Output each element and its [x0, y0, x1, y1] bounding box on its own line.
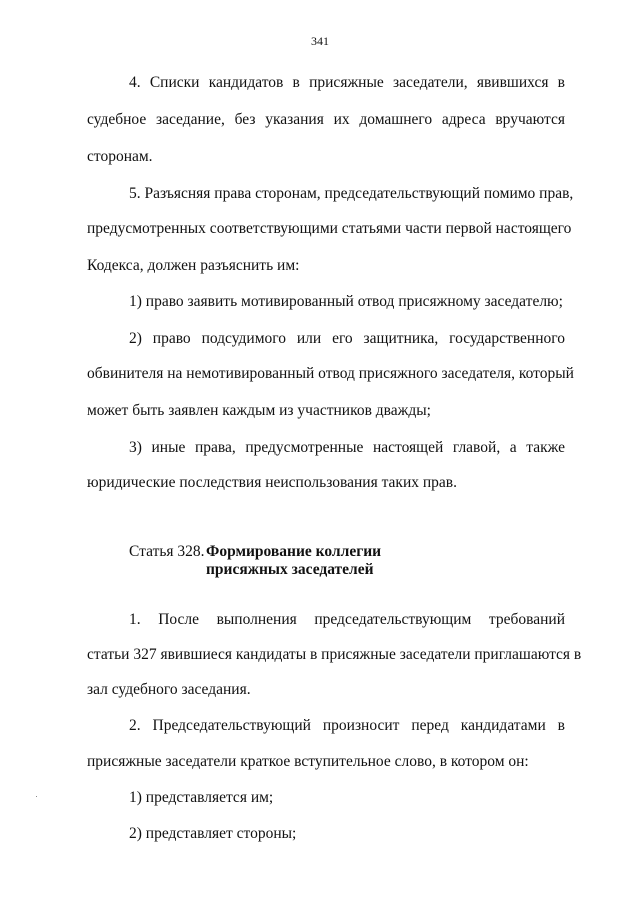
paragraph-5-line-2: предусмотренных соответствующими статьями части первой настоящего [87, 220, 572, 237]
list-item-1: 1) право заявить мотивированный отвод присяжному заседателю; [129, 293, 563, 310]
article-paragraph-1-line-3: зал судебного заседания. [87, 681, 251, 698]
page-number: 341 [311, 34, 329, 48]
article-title-line-1: Формирование коллегии [206, 543, 382, 560]
article-list-item-2: 2) представляет стороны; [129, 825, 297, 842]
paragraph-5-line-1: 5. Разъясняя права сторонам, председательствующий помимо прав, [129, 185, 574, 202]
paragraph-4-line-2: судебное заседание, без указания их домашнего адреса вручаются [87, 111, 565, 128]
list-item-3-line-2: юридические последствия неиспользования таких прав. [87, 474, 457, 491]
article-paragraph-2-line-2: присяжные заседатели краткое вступительное слово, в котором он: [87, 753, 529, 770]
article-list-item-1: 1) представляется им; [129, 789, 274, 806]
paragraph-4-line-1: 4. Списки кандидатов в присяжные заседатели, явившихся в [129, 74, 565, 91]
scan-speck [36, 796, 37, 797]
article-label: Статья 328. [129, 543, 205, 560]
article-paragraph-1-line-1: 1. После выполнения председательствующим требований [129, 611, 565, 628]
paragraph-4-line-3: сторонам. [87, 148, 153, 165]
list-item-3-line-1: 3) иные права, предусмотренные настоящей главой, а также [129, 439, 565, 456]
list-item-2-line-1: 2) право подсудимого или его защитника, государственного [129, 330, 565, 347]
list-item-2-line-2: обвинителя на немотивированный отвод присяжного заседателя, который [87, 365, 574, 382]
article-paragraph-2-line-1: 2. Председательствующий произносит перед кандидатами в [129, 717, 565, 734]
article-paragraph-1-line-2: статьи 327 явившиеся кандидаты в присяжные заседатели приглашаются в [87, 646, 582, 663]
article-title-line-2: присяжных заседателей [206, 561, 374, 578]
paragraph-5-line-3: Кодекса, должен разъяснить им: [87, 257, 300, 274]
list-item-2-line-3: может быть заявлен каждым из участников дважды; [87, 402, 431, 419]
